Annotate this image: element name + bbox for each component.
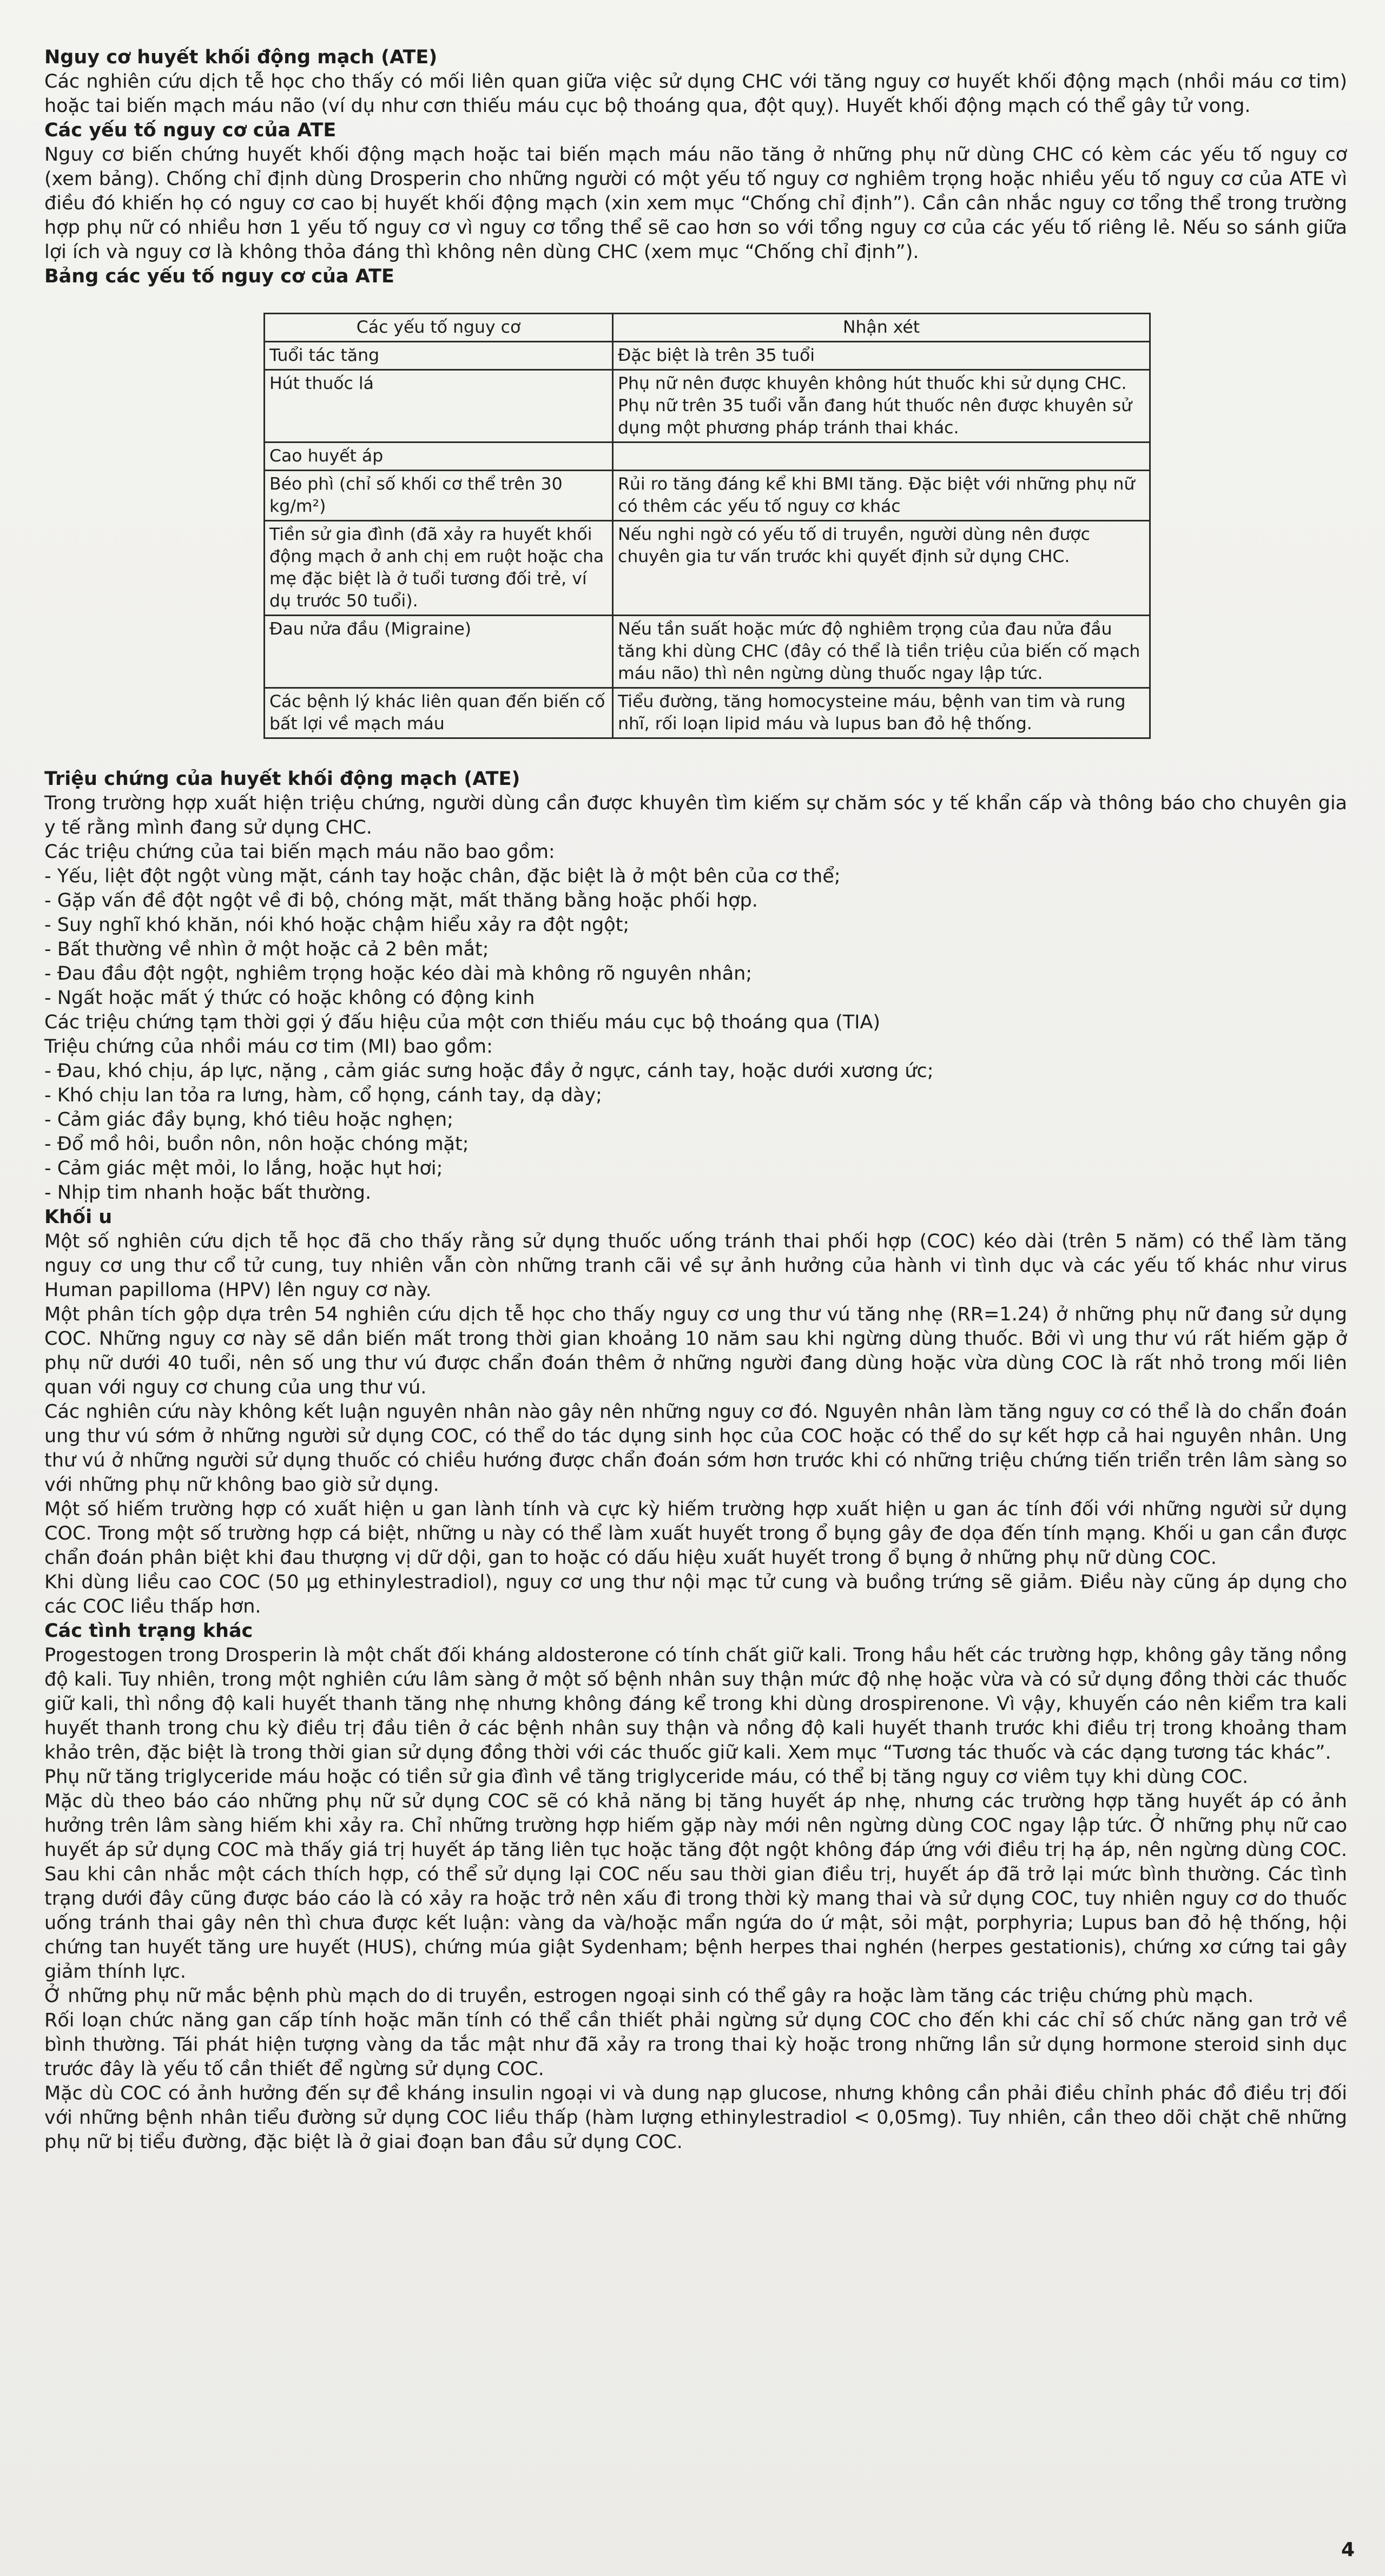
table-cell-factor: Hút thuốc lá — [265, 370, 613, 442]
table-cell-factor: Béo phì (chỉ số khối cơ thể trên 30 kg/m²) — [265, 471, 613, 521]
table-cell-factor: Cao huyết áp — [265, 442, 613, 471]
risk-factors-heading: Các yếu tố nguy cơ của ATE — [44, 120, 337, 141]
other-conditions-paragraph: Phụ nữ tăng triglyceride máu hoặc có tiền sử gia đình về tăng triglyceride máu, có thể bị tăng nguy cơ viêm tụy khi dùng COC. — [44, 1766, 1249, 1788]
list-item: - Đau, khó chịu, áp lực, nặng , cảm giác sưng hoặc đầy ở ngực, cánh tay, hoặc dưới xương ức; — [44, 1060, 934, 1082]
table-header-risk-factor: Các yếu tố nguy cơ — [265, 314, 613, 342]
table-row — [265, 471, 1150, 521]
table-row — [265, 370, 1150, 442]
list-item: - Yếu, liệt đột ngột vùng mặt, cánh tay hoặc chân, đặc biệt là ở một bên của cơ thể; — [44, 866, 841, 887]
table-header-comment: Nhận xét — [613, 314, 1150, 342]
ate-paragraph: Các nghiên cứu dịch tễ học cho thấy có mối liên quan giữa việc sử dụng CHC với tăng nguy cơ huyết khối động mạch (nhồi máu cơ tim) hoặc tai biến mạch máu não (ví dụ như cơn thiếu máu cục bộ thoáng qua, đột quỵ). Huyết khối động mạch có thể gây tử vong. — [44, 71, 1347, 117]
list-item: - Suy nghĩ khó khăn, nói khó hoặc chậm hiểu xảy ra đột ngột; — [44, 914, 630, 936]
table-cell-comment — [613, 442, 1150, 471]
list-item: - Gặp vấn đề đột ngột về đi bộ, chóng mặt, mất thăng bằng hoặc phối hợp. — [44, 890, 758, 911]
stroke-symptoms-title: Các triệu chứng của tai biến mạch máu não bao gồm: — [44, 841, 555, 863]
symptoms-intro: Trong trường hợp xuất hiện triệu chứng, người dùng cần được khuyên tìm kiếm sự chăm sóc y tế khẩn cấp và thông báo cho chuyên gia y tế rằng mình đang sử dụng CHC. — [44, 792, 1347, 838]
leaflet-content — [44, 45, 1347, 2155]
list-item: - Bất thường về nhìn ở một hoặc cả 2 bên mắt; — [44, 939, 489, 960]
table-cell-comment: Đặc biệt là trên 35 tuổi — [613, 342, 1150, 370]
tumors-paragraph: Các nghiên cứu này không kết luận nguyên nhân nào gây nên những nguy cơ đó. Nguyên nhân làm tăng nguy cơ có thể là do chẩn đoán ung thư vú sớm ở những người sử dụng COC, có thể do tác dụng sinh học của COC hoặc có thể do sự kết hợp cả hai nguyên nhân. Ung thư vú ở những người sử dụng thuốc có chiều hướng được chẩn đoán sớm hơn trước khi có những triệu chứng tiến triển trên lâm sàng so với những phụ nữ không bao giờ sử dụng. — [44, 1401, 1347, 1496]
list-item: - Đau đầu đột ngột, nghiêm trọng hoặc kéo dài mà không rõ nguyên nhân; — [44, 963, 753, 985]
other-conditions-paragraph: Mặc dù COC có ảnh hưởng đến sự đề kháng insulin ngoại vi và dung nạp glucose, nhưng không cần phải điều chỉnh phác đồ điều trị đối với những bệnh nhân tiểu đường sử dụng COC liều thấp (hàm lượng ethinylestradiol < 0,05mg). Tuy nhiên, cần theo dõi chặt chẽ những phụ nữ bị tiểu đường, đặc biệt là ở giai đoạn ban đầu sử dụng COC. — [44, 2083, 1347, 2153]
table-cell-comment: Nếu nghi ngờ có yếu tố di truyền, người dùng nên được chuyên gia tư vấn trước khi quyết định sử dụng CHC. — [613, 521, 1150, 616]
table-header-row — [265, 314, 1150, 342]
page-number: 4 — [1341, 2539, 1355, 2561]
mi-symptoms-title: Triệu chứng của nhồi máu cơ tim (MI) bao gồm: — [44, 1036, 493, 1058]
table-cell-factor: Tuổi tác tăng — [265, 342, 613, 370]
table-row — [265, 616, 1150, 688]
table-row — [265, 342, 1150, 370]
tumors-paragraph: Một số hiếm trường hợp có xuất hiện u gan lành tính và cực kỳ hiếm trường hợp xuất hiện u gan ác tính đối với những người sử dụng COC. Trong một số trường hợp cá biệt, những u này có thể làm xuất huyết trong ổ bụng gây đe dọa đến tính mạng. Khối u gan cần được chẩn đoán phân biệt khi đau thượng vị dữ dội, gan to hoặc có dấu hiệu xuất huyết trong ổ bụng ở những phụ nữ dùng COC. — [44, 1498, 1347, 1569]
table-row — [265, 442, 1150, 471]
other-conditions-heading: Các tình trạng khác — [44, 1620, 253, 1642]
other-conditions-paragraph: Rối loạn chức năng gan cấp tính hoặc mãn tính có thể cần thiết phải ngừng sử dụng COC cho đến khi các chỉ số chức năng gan trở về bình thường. Tái phát hiện tượng vàng da tắc mật như đã xảy ra trong thai kỳ hoặc trong những lần sử dụng hormone steroid sinh dục trước đây là yếu tố cần thiết để ngừng sử dụng COC. — [44, 2010, 1347, 2080]
list-item: - Khó chịu lan tỏa ra lưng, hàm, cổ họng, cánh tay, dạ dày; — [44, 1085, 602, 1106]
list-item: - Đổ mồ hôi, buồn nôn, nôn hoặc chóng mặt; — [44, 1133, 469, 1155]
table-cell-factor: Đau nửa đầu (Migraine) — [265, 616, 613, 688]
tia-note: Các triệu chứng tạm thời gợi ý đấu hiệu của một cơn thiếu máu cục bộ thoáng qua (TIA) — [44, 1012, 881, 1033]
table-row — [265, 521, 1150, 616]
list-item: - Cảm giác đầy bụng, khó tiêu hoặc nghẹn; — [44, 1109, 453, 1131]
other-conditions-paragraph: Ở những phụ nữ mắc bệnh phù mạch do di truyền, estrogen ngoại sinh có thể gây ra hoặc làm tăng các triệu chứng phù mạch. — [44, 1985, 1254, 2007]
other-conditions-paragraph: Progestogen trong Drosperin là một chất đối kháng aldosterone có tính chất giữ kali. Trong hầu hết các trường hợp, không gây tăng nồng độ kali. Tuy nhiên, trong một nghiên cứu lâm sàng ở một số bệnh nhân suy thận mức độ nhẹ hoặc vừa và có sử dụng đồng thời các thuốc giữ kali, thì nồng độ kali huyết thanh tăng nhẹ nhưng không đáng kể trong khi dùng drospirenone. Vì vậy, khuyến cáo nên kiểm tra kali huyết thanh trong chu kỳ điều trị đầu tiên ở các bệnh nhân suy thận và nồng độ kali huyết thanh trước khi điều trị trong khoảng tham khảo trên, đặc biệt là trong thời gian sử dụng đồng thời với các thuốc giữ kali. Xem mục “Tương tác thuốc và các dạng tương tác khác”. — [44, 1644, 1347, 1763]
symptoms-heading: Triệu chứng của huyết khối động mạch (ATE) — [44, 768, 520, 790]
tumors-paragraph: Một số nghiên cứu dịch tễ học đã cho thấy rằng sử dụng thuốc uống tránh thai phối hợp (COC) kéo dài (trên 5 năm) có thể làm tăng nguy cơ ung thư cổ tử cung, tuy nhiên vẫn còn những tranh cãi về sự ảnh hưởng của hành vi tình dục và các yếu tố khác như virus Human papilloma (HPV) lên nguy cơ này. — [44, 1231, 1347, 1301]
table-cell-comment: Tiểu đường, tăng homocysteine máu, bệnh van tim và rung nhĩ, rối loạn lipid máu và lupus ban đỏ hệ thống. — [613, 688, 1150, 738]
other-conditions-paragraph: Mặc dù theo báo cáo những phụ nữ sử dụng COC sẽ có khả năng bị tăng huyết áp nhẹ, nhưng các trường hợp tăng huyết áp có ảnh hưởng trên lâm sàng hiếm khi xảy ra. Chỉ những trường hợp hiếm gặp này mới nên ngừng dùng COC ngay lập tức. Ở những phụ nữ cao huyết áp sử dụng COC mà thấy giá trị huyết áp tăng liên tục hoặc tăng đột ngột không đáp ứng với điều trị hạ áp, nên ngừng dùng COC. Sau khi cân nhắc một cách thích hợp, có thể sử dụng lại COC nếu sau thời gian điều trị, huyết áp đã trở lại mức bình thường. Các tình trạng dưới đây cũng được báo cáo là có xảy ra hoặc trở nên xấu đi trong thời kỳ mang thai và sử dụng COC, tuy nhiên nguy cơ do thuốc uống tránh thai gây nên thì chưa được kết luận: vàng da và/hoặc mẩn ngứa do ứ mật, sỏi mật, porphyria; Lupus ban đỏ hệ thống, hội chứng tan huyết tăng ure huyết (HUS), chứng múa giật Sydenham; bệnh herpes thai nghén (herpes gestationis), chứng xơ cứng tai gây giảm thính lực. — [44, 1791, 1347, 1983]
risk-factors-paragraph: Nguy cơ biến chứng huyết khối động mạch hoặc tai biến mạch máu não tăng ở những phụ nữ dùng CHC có kèm các yếu tố nguy cơ (xem bảng). Chống chỉ định dùng Drosperin cho những người có một yếu tố nguy cơ nghiêm trọng hoặc nhiều yếu tố nguy cơ của ATE vì điều đó khiến họ có nguy cơ cao bị huyết khối động mạch (xin xem mục “Chống chỉ định”). Cần cân nhắc nguy cơ tổng thể trong trường hợp phụ nữ có nhiều hơn 1 yếu tố nguy cơ vì nguy cơ tổng thể sẽ cao hơn so với tổng nguy cơ của các yếu tố riêng lẻ. Nếu so sánh giữa lợi ích và nguy cơ là không thỏa đáng thì không nên dùng CHC (xem mục “Chống chỉ định”). — [44, 144, 1347, 263]
tumors-heading: Khối u — [44, 1206, 113, 1228]
table-cell-comment: Phụ nữ nên được khuyên không hút thuốc khi sử dụng CHC. Phụ nữ trên 35 tuổi vẫn đang hút thuốc nên được khuyên sử dụng một phương pháp tránh thai khác. — [613, 370, 1150, 442]
tumors-paragraph: Khi dùng liều cao COC (50 µg ethinylestradiol), nguy cơ ung thư nội mạc tử cung và buồng trứng sẽ giảm. Điều này cũng áp dụng cho các COC liều thấp hơn. — [44, 1571, 1347, 1617]
tumors-paragraph: Một phân tích gộp dựa trên 54 nghiên cứu dịch tễ học cho thấy nguy cơ ung thư vú tăng nhẹ (RR=1.24) ở những phụ nữ đang sử dụng COC. Những nguy cơ này sẽ dần biến mất trong thời gian khoảng 10 năm sau khi ngừng dùng thuốc. Bởi vì ung thư vú rất hiếm gặp ở phụ nữ dưới 40 tuổi, nên số ung thư vú được chẩn đoán thêm ở những người đang dùng hoặc vừa dùng COC là rất nhỏ trong mối liên quan với nguy cơ chung của ung thư vú. — [44, 1304, 1347, 1398]
table-row — [265, 688, 1150, 738]
list-item: - Cảm giác mệt mỏi, lo lắng, hoặc hụt hơi; — [44, 1158, 443, 1179]
risk-factors-table — [263, 313, 1151, 739]
table-cell-comment: Nếu tần suất hoặc mức độ nghiêm trọng của đau nửa đầu tăng khi dùng CHC (đây có thể là tiền triệu của biến cố mạch máu não) thì nên ngừng dùng thuốc ngay lập tức. — [613, 616, 1150, 688]
table-cell-factor: Tiền sử gia đình (đã xảy ra huyết khối động mạch ở anh chị em ruột hoặc cha mẹ đặc biệt là ở tuổi tương đối trẻ, ví dụ trước 50 tuổi). — [265, 521, 613, 616]
ate-heading: Nguy cơ huyết khối động mạch (ATE) — [44, 47, 438, 68]
list-item: - Ngất hoặc mất ý thức có hoặc không có động kinh — [44, 987, 535, 1009]
table-cell-comment: Rủi ro tăng đáng kể khi BMI tăng. Đặc biệt với những phụ nữ có thêm các yếu tố nguy cơ khác — [613, 471, 1150, 521]
risk-table-title: Bảng các yếu tố nguy cơ của ATE — [44, 266, 394, 287]
list-item: - Nhịp tim nhanh hoặc bất thường. — [44, 1182, 372, 1204]
table-cell-factor: Các bệnh lý khác liên quan đến biến cố bất lợi về mạch máu — [265, 688, 613, 738]
